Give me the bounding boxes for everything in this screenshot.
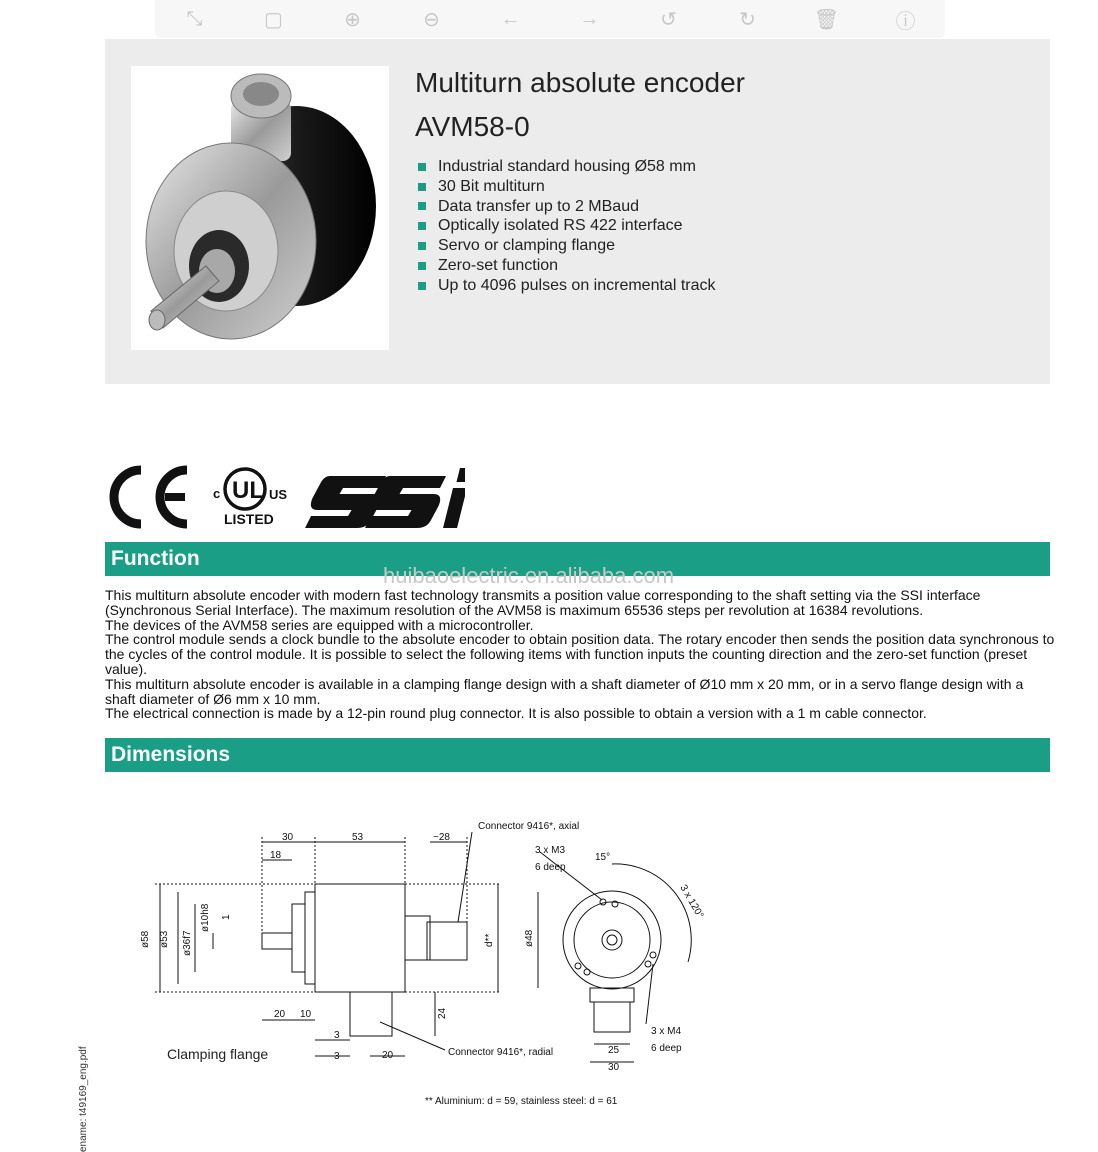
list-item: 30 Bit multiturn	[418, 177, 715, 197]
function-text	[105, 588, 1055, 721]
list-item: Industrial standard housing Ø58 mm	[418, 157, 715, 177]
svg-text:3 x 120°: 3 x 120°	[677, 883, 706, 921]
svg-text:20: 20	[274, 1009, 286, 1020]
svg-text:6 deep: 6 deep	[651, 1043, 682, 1054]
encoder-photo	[131, 66, 389, 350]
title-line-1: Multiturn absolute encoder	[415, 67, 745, 98]
svg-text:Connector 9416*, axial: Connector 9416*, axial	[478, 821, 580, 832]
bullet-icon	[418, 202, 426, 210]
svg-text:c: c	[213, 486, 221, 501]
svg-text:3 x M3: 3 x M3	[535, 845, 566, 856]
info-icon[interactable]: ⓘ	[895, 10, 916, 33]
svg-text:20: 20	[382, 1050, 394, 1061]
zoom-out-icon[interactable]: ⊖	[423, 8, 440, 31]
svg-text:ø48: ø48	[524, 929, 535, 947]
arrow-left-icon[interactable]: ←	[500, 7, 521, 30]
ce-mark-icon	[114, 470, 187, 524]
product-header	[105, 39, 1050, 384]
function-paragraph: This multiturn absolute encoder is available in a clamping flange design with a shaft diameter of Ø10 mm x 20 mm, or in a servo flange design with a shaft diameter of Ø6 mm x 10 mm.	[105, 675, 1024, 707]
svg-text:6 deep: 6 deep	[535, 862, 566, 873]
svg-text:ø10h8: ø10h8	[200, 903, 211, 932]
svg-text:30: 30	[282, 832, 294, 843]
svg-text:ø36f7: ø36f7	[182, 930, 193, 956]
svg-text:US: US	[269, 487, 288, 502]
rotate-left-icon[interactable]: ↺	[660, 8, 677, 31]
title-line-2: AVM58-0	[415, 111, 530, 142]
svg-text:~28: ~28	[433, 832, 450, 843]
certification-logos	[105, 462, 465, 532]
svg-text:30: 30	[608, 1062, 620, 1073]
fit-page-icon[interactable]: ▢	[264, 8, 283, 31]
bullet-icon	[418, 242, 426, 250]
bullet-icon	[418, 222, 426, 230]
svg-text:1: 1	[221, 914, 232, 920]
dimensions-heading: Dimensions	[105, 738, 1050, 772]
svg-text:ø58: ø58	[140, 930, 151, 948]
zoom-in-icon[interactable]: ⊕	[344, 8, 361, 31]
filename-label: ename: t49169_eng.pdf	[78, 1046, 89, 1152]
list-item: Optically isolated RS 422 interface	[418, 216, 715, 236]
svg-text:d**: d**	[484, 933, 495, 947]
svg-text:3: 3	[334, 1051, 340, 1062]
list-item: Data transfer up to 2 MBaud	[418, 197, 715, 217]
delete-icon[interactable]: 🗑	[813, 8, 840, 31]
watermark: huibaoelectric.en.alibaba.com	[383, 563, 675, 588]
bullet-icon	[418, 163, 426, 171]
product-title	[415, 61, 745, 149]
svg-text:Connector 9416*, radial: Connector 9416*, radial	[448, 1047, 554, 1058]
collapse-icon[interactable]: ⤡	[186, 7, 203, 30]
function-paragraph: The electrical connection is made by a 12-pin round plug connector. It is also possible to obtain a version with a 1 m cable connector.	[105, 705, 927, 722]
svg-text:18: 18	[270, 850, 282, 861]
svg-text:10: 10	[300, 1009, 312, 1020]
function-paragraph: The devices of the AVM58 series are equipped with a microcontroller.	[105, 616, 534, 633]
viewer-toolbar	[155, 0, 945, 38]
dimension-footnote: ** Aluminium: d = 59, stainless steel: d = 61	[425, 1096, 618, 1107]
svg-text:3 x M4: 3 x M4	[651, 1026, 682, 1037]
bullet-icon	[418, 183, 426, 191]
feature-list	[418, 157, 715, 296]
svg-text:UL: UL	[232, 477, 264, 504]
list-item: Zero-set function	[418, 256, 715, 276]
ul-listed-mark-icon	[213, 469, 287, 527]
list-item: Up to 4096 pulses on incremental track	[418, 276, 715, 296]
svg-text:3: 3	[334, 1030, 340, 1041]
function-paragraph: The control module sends a clock bundle to the absolute encoder to obtain position data. The rotary encoder then sends the position data synchronous to the cycles of the control module. It is possible to select the following items with function inputs the counting direction and the zero-set function (preset value).	[105, 631, 1055, 677]
svg-text:24: 24	[437, 1007, 448, 1019]
svg-text:53: 53	[352, 832, 364, 843]
bullet-icon	[418, 262, 426, 270]
bullet-icon	[418, 282, 426, 290]
svg-text:LISTED: LISTED	[224, 511, 274, 527]
svg-text:25: 25	[608, 1045, 620, 1056]
svg-text:ø53: ø53	[159, 930, 170, 948]
dimension-drawing	[100, 812, 740, 1117]
ssi-logo-icon	[305, 468, 465, 528]
function-heading: Function	[105, 542, 1050, 576]
list-item: Servo or clamping flange	[418, 236, 715, 256]
function-paragraph: This multiturn absolute encoder with modern fast technology transmits a position value corresponding to the shaft setting via the SSI interface (Synchronous Serial Interface). The maximum resolution of the AVM58 is maximum 65536 steps per revolution at 16384 revolutions.	[105, 587, 981, 618]
svg-text:15°: 15°	[595, 852, 611, 863]
rotate-right-icon[interactable]: ↻	[739, 8, 756, 31]
svg-text:Clamping flange: Clamping flange	[167, 1046, 269, 1062]
arrow-right-icon[interactable]: →	[579, 7, 600, 30]
